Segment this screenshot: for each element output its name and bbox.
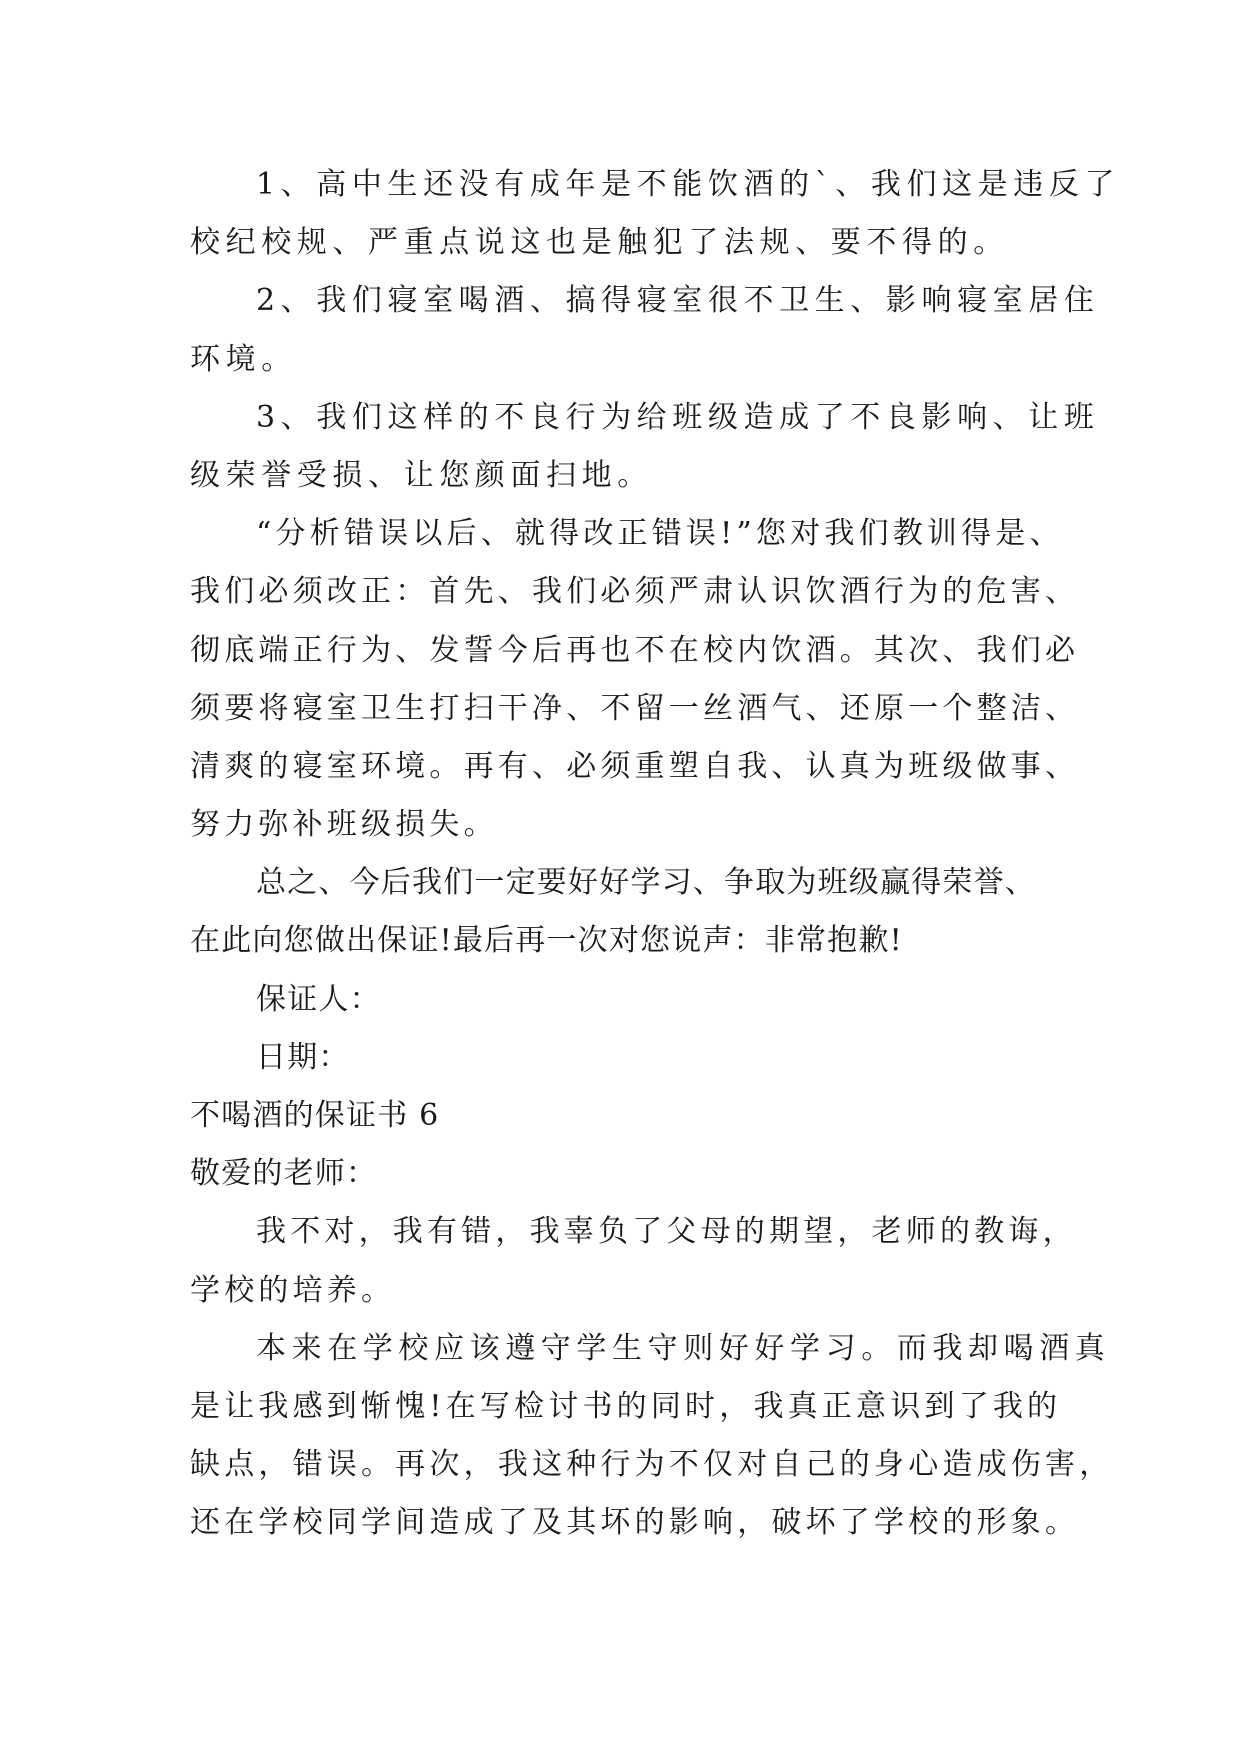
document-body [190,156,1121,1553]
paragraph-line: 级荣誉受损、让您颜面扫地。 [190,457,653,493]
paragraph-line: “分析错误以后、就得改正错误!”您对我们教训得是、 [256,516,1064,552]
paragraph-line: 我不对，我有错，我辜负了父母的期望，老师的教诲， [256,1214,1077,1250]
paragraph-line: 还在学校同学间造成了及其坏的影响，破坏了学校的形象。 [190,1505,1080,1541]
paragraph-line: 我们必须改正：首先、我们必须严肃认识饮酒行为的危害、 [190,574,1080,610]
paragraph-line: 是让我感到惭愧!在写检讨书的同时，我真正意识到了我的 [190,1388,1062,1424]
date-label: 日期： [256,1039,350,1075]
paragraph-line: 3、我们这样的不良行为给班级造成了不良影响、让班 [256,399,1100,435]
guarantor-label: 保证人： [256,981,381,1017]
paragraph-line: 须要将寝室卫生打扫干净、不留一丝酒气、还原一个整洁、 [190,690,1080,726]
paragraph-line: 环境。 [190,341,297,377]
paragraph-line: 彻底端正行为、发誓今后再也不在校内饮酒。其次、我们必 [190,632,1080,668]
paragraph-line: 缺点，错误。再次，我这种行为不仅对自己的身心造成伤害， [190,1447,1114,1483]
paragraph-line: 2、我们寝室喝酒、搞得寝室很不卫生、影响寝室居住 [256,283,1100,319]
paragraph-line: 学校的培养。 [190,1272,396,1308]
paragraph-line: 总之、今后我们一定要好好学习、争取为班级赢得荣誉、 [256,865,1036,901]
section-title: 不喝酒的保证书 6 [190,1098,440,1133]
paragraph-line: 本来在学校应该遵守学生守则好好学习。而我却喝酒真 [256,1330,1111,1366]
paragraph-line: 清爽的寝室环境。再有、必须重塑自我、认真为班级做事、 [190,748,1080,784]
salutation: 敬爱的老师： [190,1156,378,1192]
paragraph-line: 努力弥补班级损失。 [190,807,498,843]
paragraph-line: 1、高中生还没有成年是不能饮酒的`、我们这是违反了 [256,167,1121,202]
paragraph-line: 校纪校规、严重点说这也是触犯了法规、要不得的。 [190,225,1009,261]
paragraph-line: 在此向您做出保证!最后再一次对您说声：非常抱歉! [190,923,903,959]
